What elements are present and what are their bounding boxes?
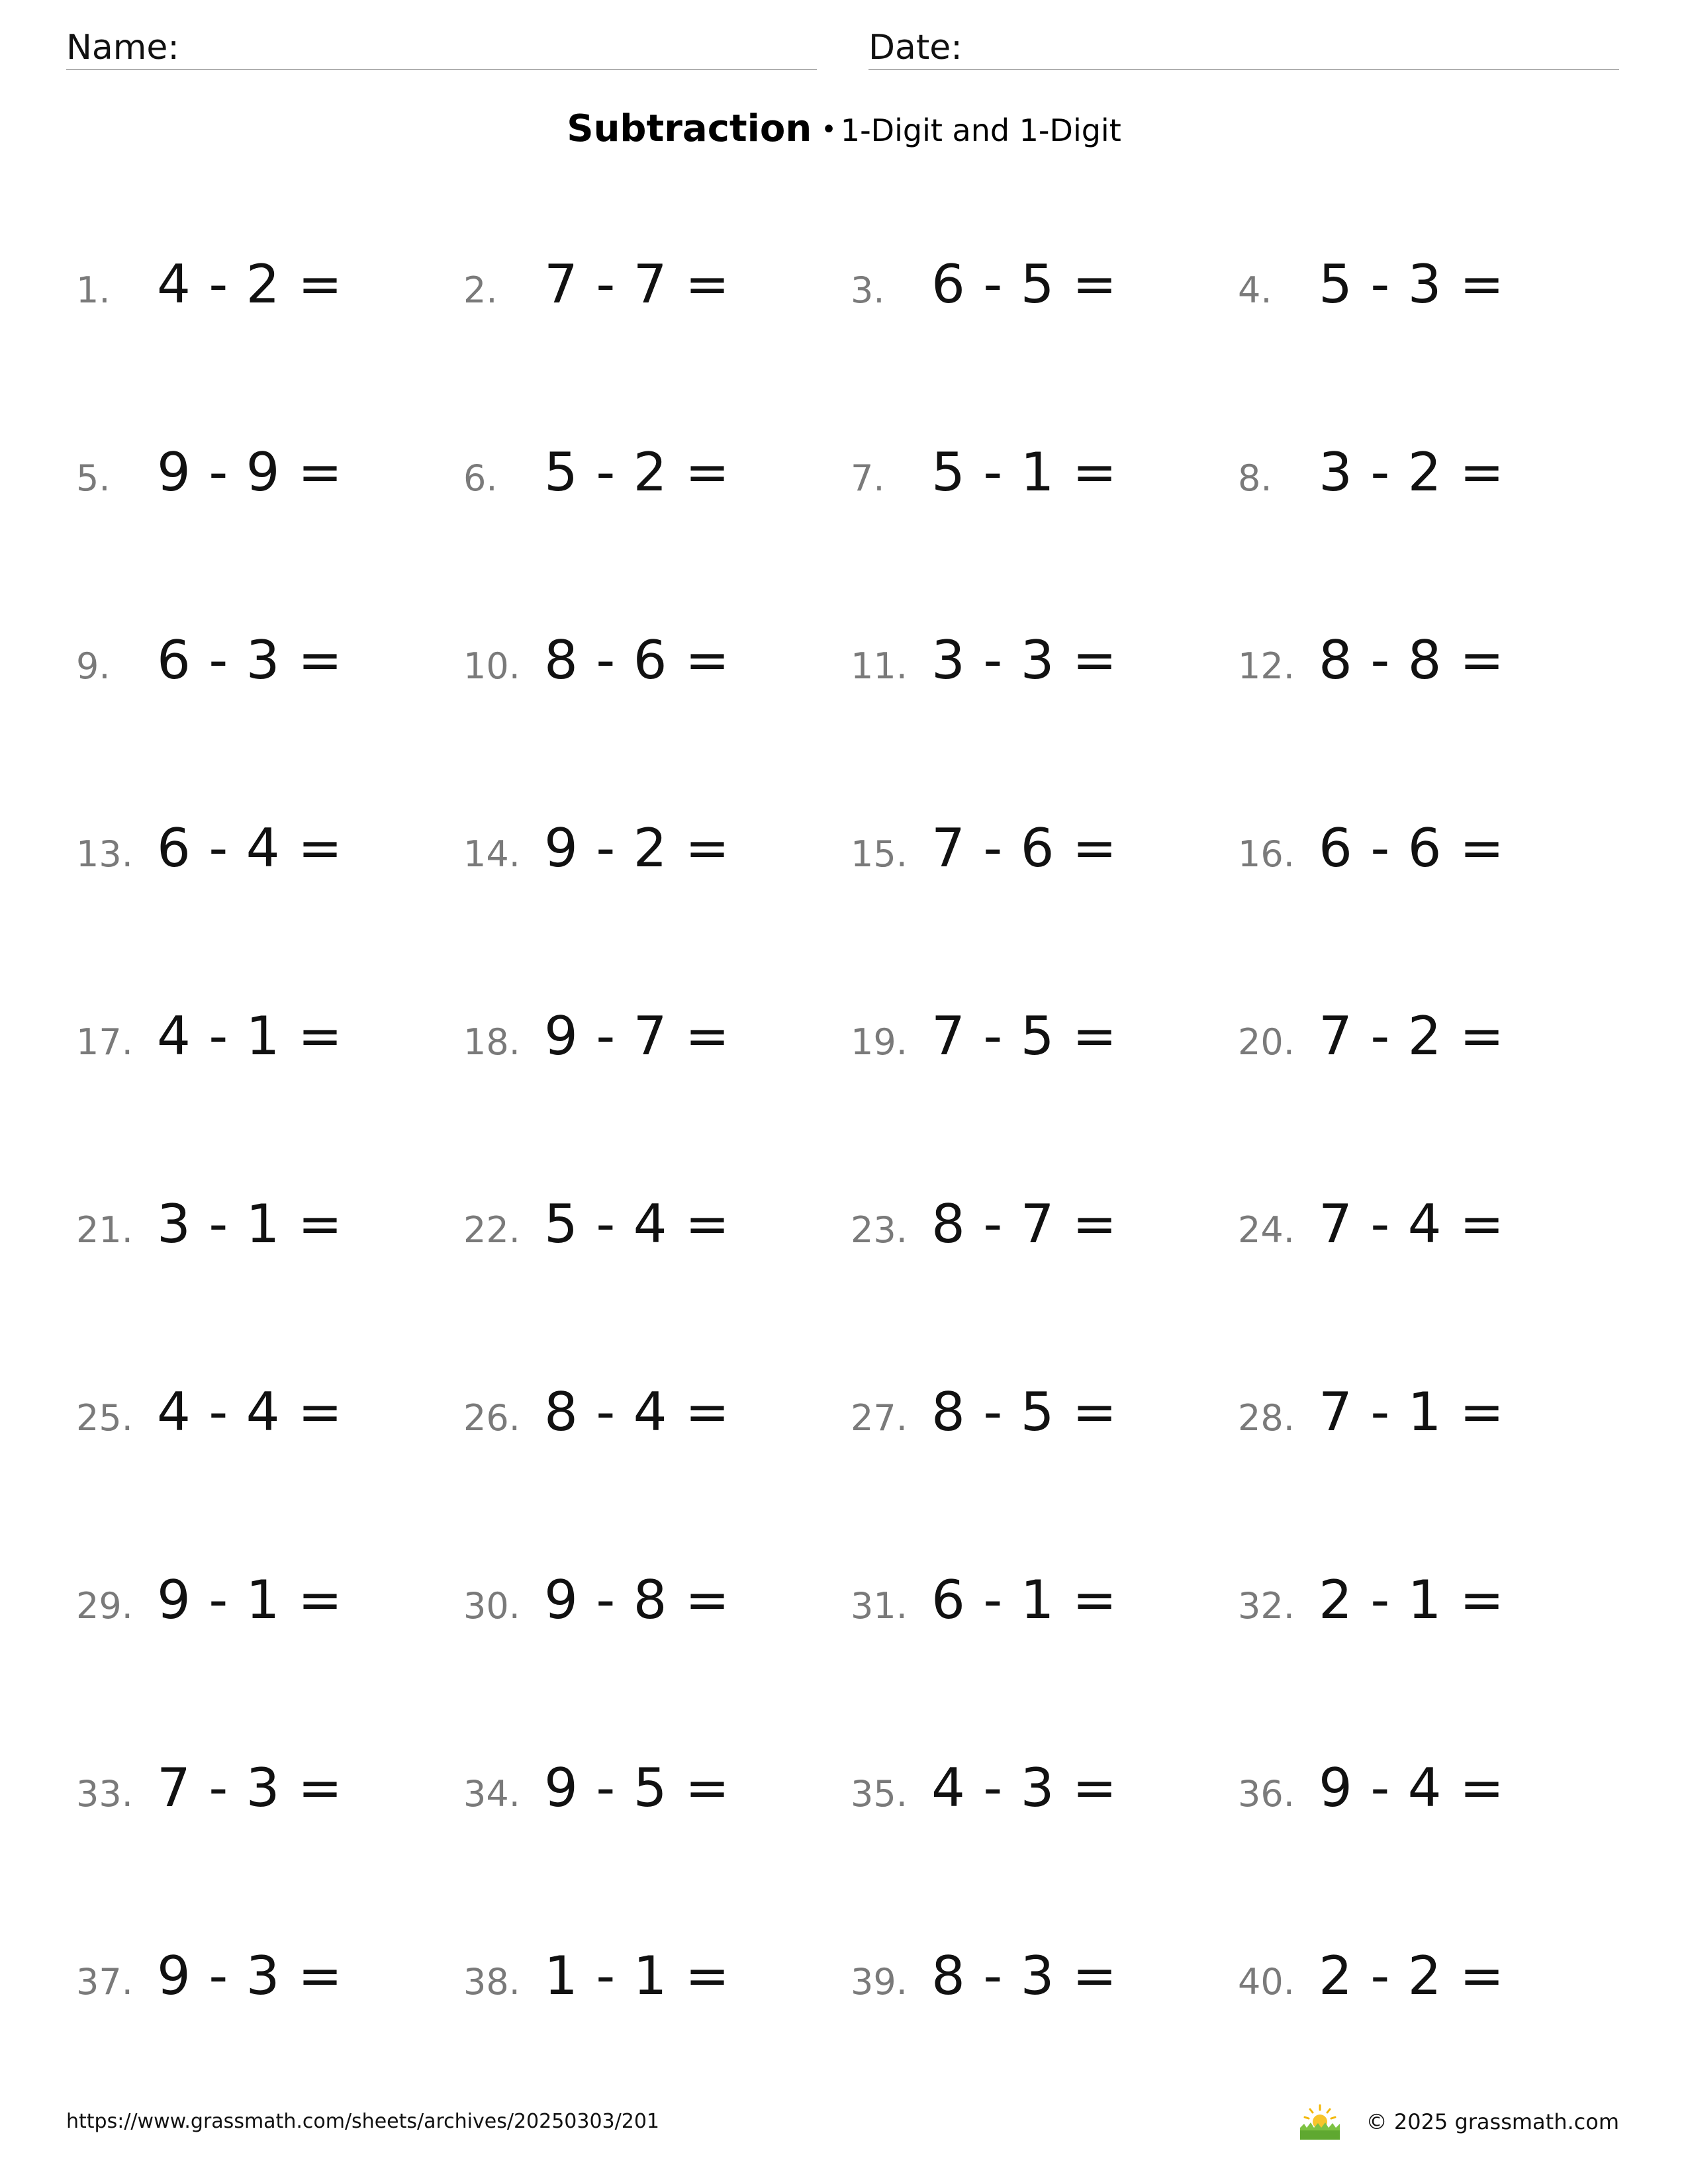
problem-item: [851, 245, 1221, 324]
problem-item: [463, 433, 834, 512]
problem-item: [851, 997, 1221, 1076]
problem-number: 12.: [1238, 645, 1295, 687]
problem-item: [76, 1936, 447, 2016]
problem-item: [463, 809, 834, 888]
problem-expression: 9 - 3 =: [157, 1945, 343, 2007]
problem-expression: 6 - 1 =: [931, 1569, 1117, 1631]
problem-expression: 7 - 7 =: [544, 253, 730, 315]
problem-item: [1238, 809, 1609, 888]
problem-item: [463, 621, 834, 700]
problem-item: [463, 1936, 834, 2016]
problem-number: 15.: [851, 833, 908, 875]
problem-expression: 7 - 1 =: [1319, 1381, 1505, 1443]
problem-item: [463, 1185, 834, 1264]
problem-number: 13.: [76, 833, 133, 875]
title-main: Subtraction: [567, 107, 812, 150]
problem-expression: 9 - 8 =: [544, 1569, 730, 1631]
title-subtitle: 1-Digit and 1-Digit: [840, 113, 1121, 148]
problem-expression: 6 - 3 =: [157, 629, 343, 691]
problem-number: 14.: [463, 833, 520, 875]
problem-item: [1238, 245, 1609, 324]
problem-number: 38.: [463, 1961, 520, 2003]
problem-number: 34.: [463, 1773, 520, 1815]
problem-number: 11.: [851, 645, 908, 687]
problem-number: 28.: [1238, 1397, 1295, 1439]
problem-expression: 7 - 2 =: [1319, 1005, 1505, 1067]
problem-number: 33.: [76, 1773, 133, 1815]
problem-item: [76, 1185, 447, 1264]
problem-number: 32.: [1238, 1585, 1295, 1627]
problem-expression: 5 - 1 =: [931, 441, 1117, 503]
problem-item: [76, 997, 447, 1076]
problem-expression: 8 - 6 =: [544, 629, 730, 691]
problem-number: 6.: [463, 457, 498, 499]
problem-expression: 9 - 4 =: [1319, 1757, 1505, 1819]
problem-number: 20.: [1238, 1021, 1295, 1063]
grass-sun-logo-icon: [1299, 2104, 1341, 2140]
name-label: Name:: [66, 28, 179, 68]
problem-number: 7.: [851, 457, 885, 499]
problem-item: [76, 809, 447, 888]
problem-expression: 3 - 2 =: [1319, 441, 1505, 503]
problem-item: [76, 1373, 447, 1452]
problem-item: [76, 245, 447, 324]
problem-number: 39.: [851, 1961, 908, 2003]
problem-expression: 6 - 4 =: [157, 817, 343, 879]
problem-item: [1238, 1373, 1609, 1452]
problem-item: [851, 433, 1221, 512]
problem-expression: 9 - 2 =: [544, 817, 730, 879]
problem-expression: 6 - 5 =: [931, 253, 1117, 315]
problem-item: [76, 433, 447, 512]
date-field[interactable]: [868, 26, 1619, 70]
worksheet-title: [0, 103, 1688, 164]
problem-item: [1238, 1185, 1609, 1264]
problem-expression: 8 - 3 =: [931, 1945, 1117, 2007]
problem-item: [1238, 1936, 1609, 2016]
problem-expression: 8 - 8 =: [1319, 629, 1505, 691]
problem-number: 35.: [851, 1773, 908, 1815]
problem-expression: 9 - 9 =: [157, 441, 343, 503]
problem-number: 36.: [1238, 1773, 1295, 1815]
problem-item: [851, 1373, 1221, 1452]
problem-item: [463, 1561, 834, 1640]
problem-number: 5.: [76, 457, 111, 499]
problem-expression: 7 - 6 =: [931, 817, 1117, 879]
problem-number: 18.: [463, 1021, 520, 1063]
problem-expression: 2 - 1 =: [1319, 1569, 1505, 1631]
problem-expression: 1 - 1 =: [544, 1945, 730, 2007]
title-bullet: •: [821, 114, 837, 145]
problem-expression: 7 - 3 =: [157, 1757, 343, 1819]
problem-item: [1238, 621, 1609, 700]
problem-item: [1238, 1561, 1609, 1640]
problem-number: 21.: [76, 1209, 133, 1251]
problem-number: 1.: [76, 269, 111, 311]
problem-number: 40.: [1238, 1961, 1295, 2003]
problem-number: 30.: [463, 1585, 520, 1627]
problem-item: [463, 1373, 834, 1452]
footer-copyright: © 2025 grassmath.com: [1366, 2109, 1619, 2134]
problem-expression: 4 - 3 =: [931, 1757, 1117, 1819]
problem-number: 16.: [1238, 833, 1295, 875]
date-label: Date:: [868, 28, 962, 68]
problem-item: [851, 1561, 1221, 1640]
problem-number: 31.: [851, 1585, 908, 1627]
problem-number: 3.: [851, 269, 885, 311]
problem-expression: 5 - 2 =: [544, 441, 730, 503]
problem-number: 26.: [463, 1397, 520, 1439]
problem-item: [1238, 433, 1609, 512]
problem-expression: 5 - 3 =: [1319, 253, 1505, 315]
problem-number: 29.: [76, 1585, 133, 1627]
problem-item: [851, 1936, 1221, 2016]
problem-expression: 2 - 2 =: [1319, 1945, 1505, 2007]
problem-expression: 9 - 1 =: [157, 1569, 343, 1631]
problem-expression: 9 - 7 =: [544, 1005, 730, 1067]
problem-number: 4.: [1238, 269, 1272, 311]
problem-expression: 5 - 4 =: [544, 1193, 730, 1255]
problem-item: [76, 1749, 447, 1828]
problem-item: [851, 1185, 1221, 1264]
problem-expression: 7 - 5 =: [931, 1005, 1117, 1067]
problem-item: [1238, 1749, 1609, 1828]
problem-number: 27.: [851, 1397, 908, 1439]
problem-number: 2.: [463, 269, 498, 311]
problem-number: 23.: [851, 1209, 908, 1251]
problem-number: 8.: [1238, 457, 1272, 499]
problem-expression: 4 - 4 =: [157, 1381, 343, 1443]
footer-brand: [1299, 2102, 1619, 2142]
problem-number: 24.: [1238, 1209, 1295, 1251]
problem-item: [851, 809, 1221, 888]
problem-number: 37.: [76, 1961, 133, 2003]
problem-number: 25.: [76, 1397, 133, 1439]
problem-expression: 3 - 3 =: [931, 629, 1117, 691]
problem-number: 22.: [463, 1209, 520, 1251]
footer-url: https://www.grassmath.com/sheets/archives/20250303/201: [66, 2110, 660, 2133]
problem-expression: 3 - 1 =: [157, 1193, 343, 1255]
problem-expression: 9 - 5 =: [544, 1757, 730, 1819]
problem-item: [851, 1749, 1221, 1828]
problem-number: 10.: [463, 645, 520, 687]
problem-expression: 4 - 2 =: [157, 253, 343, 315]
problem-expression: 8 - 5 =: [931, 1381, 1117, 1443]
problem-expression: 8 - 7 =: [931, 1193, 1117, 1255]
problem-number: 9.: [76, 645, 111, 687]
problem-number: 17.: [76, 1021, 133, 1063]
problem-item: [76, 1561, 447, 1640]
problem-expression: 8 - 4 =: [544, 1381, 730, 1443]
problem-item: [463, 1749, 834, 1828]
problem-expression: 6 - 6 =: [1319, 817, 1505, 879]
problem-item: [463, 997, 834, 1076]
problem-number: 19.: [851, 1021, 908, 1063]
problem-item: [76, 621, 447, 700]
problem-expression: 7 - 4 =: [1319, 1193, 1505, 1255]
problem-item: [1238, 997, 1609, 1076]
problem-expression: 4 - 1 =: [157, 1005, 343, 1067]
problem-item: [463, 245, 834, 324]
problem-item: [851, 621, 1221, 700]
name-field[interactable]: [66, 26, 817, 70]
